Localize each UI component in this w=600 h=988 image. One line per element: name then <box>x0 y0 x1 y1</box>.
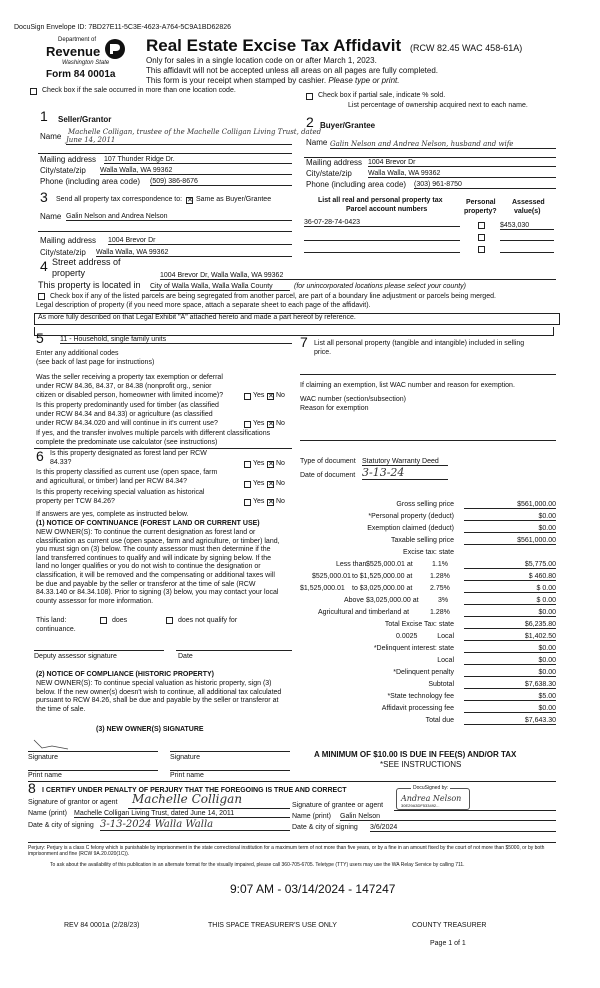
grantee-signature[interactable]: Andrea Nelson <box>401 794 462 803</box>
forest-yes-checkbox[interactable] <box>244 461 251 468</box>
perjury-notice: Perjury: Perjury is a class C felony which is punishable by imprisonment in the state correctional institution for a maximum term of not more than five years, or by a fine in an amount fixed by the court of not more than $5000, or by both imprisonment and fine (RCW 9A.20.020(1C)). <box>28 845 545 857</box>
document-type-field[interactable]: Statutory Warranty Deed <box>362 458 448 466</box>
historic-yes-checkbox[interactable] <box>244 499 251 506</box>
q2-no-checkbox[interactable]: ✕ <box>268 421 274 428</box>
calc-agricultural: Agricultural and timberland at 1.28% $0.00 <box>318 609 556 616</box>
buyer-mail-field[interactable]: 1004 Brevor Dr <box>368 159 556 167</box>
land-does-not-checkbox[interactable] <box>166 617 173 624</box>
q1-no-checkbox[interactable]: ✕ <box>268 393 274 400</box>
seller-phone-field[interactable]: (509) 386-8676 <box>150 178 292 186</box>
tax-corr-name-field[interactable]: Galin Nelson and Andrea Nelson <box>66 213 292 221</box>
parcel-number-field[interactable]: 36-07-28-74-0423 <box>304 219 460 227</box>
notice-compliance-body: NEW OWNER(S): To continue special valuation as historic property, sign (3) below. If the new owner(s) doesn't wish to continue, all additional tax calculated pursuant to RCW 84.26, shall be due and payable by the seller or transferor at the time of sale. <box>36 680 282 713</box>
forest-no-checkbox[interactable]: ✕ <box>268 461 274 468</box>
calc-local: 0.0025 Local $1,402.50 <box>396 633 556 640</box>
current-use-no-checkbox[interactable]: ✕ <box>268 481 274 488</box>
legal-description-box[interactable]: As more fully described on that Legal Exhibit "A" attached hereto and made a part hereof by reference. <box>34 313 560 325</box>
buyer-phone-field[interactable]: (303) 961-8750 <box>414 181 556 189</box>
q2-yes-checkbox[interactable] <box>244 421 251 428</box>
personal-property-checkbox-2[interactable] <box>478 234 485 241</box>
calc-delinquent-penalty: *Delinquent penalty $0.00 <box>393 669 556 676</box>
dor-emblem-icon <box>104 38 126 60</box>
street-address-field[interactable]: 1004 Brevor Dr, Walla Walla, WA 99362 <box>160 272 556 280</box>
calc-processing-fee: Affidavit processing fee $0.00 <box>381 705 556 712</box>
certify-statement: I CERTIFY UNDER PENALTY OF PERJURY THAT THE FOREGOING IS TRUE AND CORRECT <box>42 787 347 794</box>
calc-delinquent-state: *Delinquent interest: state $0.00 <box>373 645 556 652</box>
calc-rate-4: Above $3,025,000.00 at 3% $ 0.00 <box>344 597 556 604</box>
grantee-name-field[interactable]: Galin Nelson <box>340 813 556 821</box>
form-number: Form 84 0001a <box>46 69 116 80</box>
land-use-code-field[interactable]: 11 - Household, single family units <box>60 336 292 344</box>
seller-heading: Seller/Grantor <box>58 115 112 124</box>
personal-property-checkbox-1[interactable] <box>478 222 485 229</box>
calc-tech-fee: *State technology fee $5.00 <box>387 693 556 700</box>
q1-yes-checkbox[interactable] <box>244 393 251 400</box>
calc-total-due: Total due $7,643.30 <box>425 717 556 724</box>
calc-personal: *Personal property (deduct) $0.00 <box>368 513 556 520</box>
seller-name-field[interactable]: June 14, 2011 <box>66 136 292 145</box>
grantor-name-field[interactable]: Machelle Colligan Living Trust, dated June 14, 2011 <box>74 810 290 818</box>
grantor-date-city-field[interactable]: 3-13-2024 Walla Walla <box>100 819 290 831</box>
calc-taxable: Taxable selling price $561,000.00 <box>390 537 556 544</box>
signature-scribble-icon <box>32 738 72 752</box>
partial-sale-checkbox[interactable] <box>306 93 313 100</box>
multi-location-checkbox[interactable] <box>30 88 37 95</box>
located-in-field[interactable]: City of Walla Walla, Walla Walla County <box>150 283 290 291</box>
notice-compliance-title: (2) NOTICE OF COMPLIANCE (HISTORIC PROPERTY) <box>36 671 214 678</box>
calc-exemption: Exemption claimed (deduct) $0.00 <box>367 525 556 532</box>
minimum-due-note: A MINIMUM OF $10.00 IS DUE IN FEE(S) AND/OR TAX <box>314 750 517 759</box>
docusign-box: DocuSigned by: Andrea Nelson 30E29A3DF533492... <box>396 788 470 810</box>
buyer-name-field[interactable]: Galin Nelson and Andrea Nelson, husband and wife <box>330 140 556 149</box>
calc-rate-3: $1,525,000.01 to $3,025,000.00 at 2.75% $ 0.00 <box>300 585 556 592</box>
assessed-value-field[interactable]: $453,030 <box>500 222 554 230</box>
calc-delinquent-local: Local $0.00 <box>437 657 556 664</box>
current-use-yes-checkbox[interactable] <box>244 481 251 488</box>
grantor-signature[interactable]: Machelle Colligan <box>132 792 243 806</box>
calc-gross: Gross selling price $561,000.00 <box>396 501 556 508</box>
personal-property-checkbox-3[interactable] <box>478 246 485 253</box>
notice-continuance-body: NEW OWNER(S): To continue the current designation as forest land or classification as current use (open space, farm and agriculture, or timber) land, you must sign on (3) below. The county assessor must then determine if the land transferred continues to qualify and will indicate by signing below. If the land no longer qualifies or you do not wish to continue the designation or classification, it will be removed and the compensating or additional taxes will be due and payable by the seller or transferor at the time of sale (RCW 84.33.140 or 84.34.108). Prior to signing (3) below, you may contact your local county assessor for more information. <box>36 529 280 605</box>
calc-rate-1: Less than $525,000.01 at 1.1% $5,775.00 <box>336 561 556 568</box>
calc-rate-2: $525,000.01 to $1,525,000.00 at 1.28% $ 460.80 <box>312 573 556 580</box>
segregated-checkbox[interactable] <box>38 293 45 300</box>
revision-label: REV 84 0001a (2/28/23) <box>64 922 140 929</box>
grantee-date-city-field[interactable]: 3/6/2024 <box>370 824 556 832</box>
treasurer-stamp: 9:07 AM - 03/14/2024 - 147247 <box>230 882 396 896</box>
buyer-heading: Buyer/Grantee <box>320 121 376 130</box>
form-title: Real Estate Excise Tax Affidavit <box>146 36 402 55</box>
envelope-id: DocuSign Envelope ID: 7BD27E11-5C3E-4623-A764-5C9A1BD62826 <box>14 24 232 31</box>
calc-total-state: Total Excise Tax: state $6,235.80 <box>384 621 556 628</box>
same-as-buyer-checkbox[interactable]: ✕ <box>187 197 193 204</box>
land-does-checkbox[interactable] <box>100 617 107 624</box>
calc-excise-state: Excise tax: state <box>403 549 454 556</box>
seller-city-field[interactable]: Walla Walla, WA 99362 <box>100 167 292 175</box>
tax-corr-city-field[interactable]: Walla Walla, WA 99362 <box>96 249 292 257</box>
historic-no-checkbox[interactable]: ✕ <box>268 499 274 506</box>
tax-corr-mail-field[interactable]: 1004 Brevor Dr <box>108 237 292 245</box>
seller-mail-field[interactable]: 107 Thunder Ridge Dr. <box>104 156 292 164</box>
document-date-field[interactable]: 3-13-24 <box>362 466 448 480</box>
alt-format-notice: To ask about the availability of this publication in an alternate format for the visually impaired, please call 360-705-6705. Teletype (TTY) users may use the WA Relay Service by calling 711. <box>50 862 465 868</box>
page-number: Page 1 of 1 <box>430 940 466 947</box>
form-rcw: (RCW 82.45 WAC 458-61A) <box>410 43 523 53</box>
notice-continuance-title: (1) NOTICE OF CONTINUANCE (FOREST LAND OR CURRENT USE) <box>36 520 260 527</box>
buyer-city-field[interactable]: Walla Walla, WA 99362 <box>368 170 556 178</box>
calc-subtotal: Subtotal $7,638.30 <box>428 681 556 688</box>
